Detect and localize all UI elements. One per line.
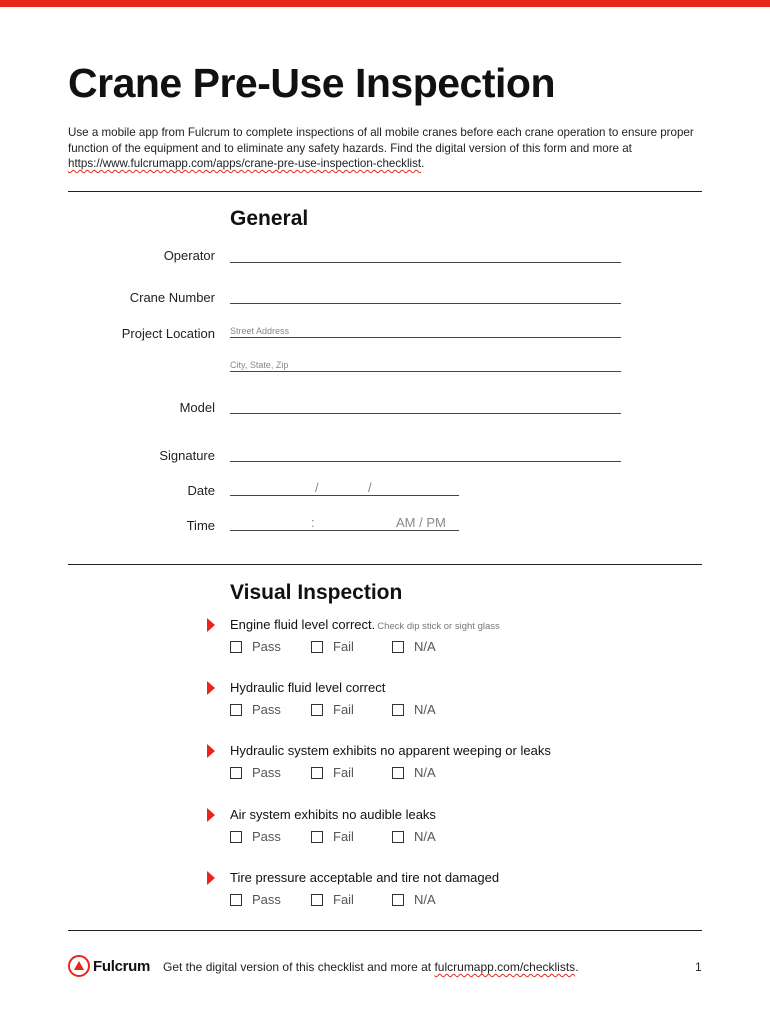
fail-option[interactable]: [311, 702, 354, 717]
question-label: Hydraulic fluid level correct: [230, 680, 386, 695]
fail-label: Fail: [333, 702, 354, 717]
na-checkbox[interactable]: [392, 894, 404, 906]
crane-number-label: Crane Number: [129, 290, 215, 305]
footer-link[interactable]: fulcrumapp.com/checklists: [434, 960, 576, 974]
fail-label: Fail: [333, 829, 354, 844]
pass-label: Pass: [252, 829, 281, 844]
time-label: Time: [186, 518, 215, 533]
na-checkbox[interactable]: [392, 704, 404, 716]
pass-checkbox[interactable]: [230, 641, 242, 653]
intro-link[interactable]: https://www.fulcrumapp.com/apps/crane-pre-use-inspection-checklist: [68, 157, 422, 170]
pass-checkbox[interactable]: [230, 894, 242, 906]
question-text: [230, 617, 500, 632]
pass-label: Pass: [252, 702, 281, 717]
na-checkbox[interactable]: [392, 641, 404, 653]
general-section-title: General: [230, 207, 309, 230]
footer-message: [163, 960, 579, 974]
question-text: [230, 743, 551, 758]
pass-checkbox[interactable]: [230, 704, 242, 716]
pass-option[interactable]: [230, 765, 281, 780]
footer-divider: [68, 930, 702, 931]
fail-option[interactable]: [311, 765, 354, 780]
na-checkbox[interactable]: [392, 767, 404, 779]
pass-option[interactable]: [230, 892, 281, 907]
question-label: Air system exhibits no audible leaks: [230, 807, 436, 822]
question-text: [230, 680, 385, 695]
pass-option[interactable]: [230, 829, 281, 844]
model-field[interactable]: [230, 413, 621, 414]
fail-label: Fail: [333, 765, 354, 780]
question-note: Check dip stick or sight glass: [377, 621, 500, 632]
fulcrum-logo[interactable]: [68, 955, 150, 977]
na-label: N/A: [414, 639, 436, 654]
pass-label: Pass: [252, 892, 281, 907]
question-marker-icon: [207, 871, 215, 885]
pass-checkbox[interactable]: [230, 831, 242, 843]
fail-label: Fail: [333, 892, 354, 907]
section-divider: [68, 564, 702, 565]
pass-label: Pass: [252, 765, 281, 780]
question-marker-icon: [207, 681, 215, 695]
fulcrum-logo-text: Fulcrum: [93, 957, 151, 975]
city-state-zip-hint: City, State, Zip: [230, 360, 289, 370]
date-separator: /: [315, 480, 319, 495]
question-label: Tire pressure acceptable and tire not damaged: [230, 870, 500, 885]
na-label: N/A: [414, 702, 436, 717]
fail-checkbox[interactable]: [311, 894, 323, 906]
footer-end: .: [575, 960, 579, 974]
question-label: Hydraulic system exhibits no apparent weeping or leaks: [230, 743, 551, 758]
page-title: Crane Pre-Use Inspection: [68, 60, 555, 106]
pass-checkbox[interactable]: [230, 767, 242, 779]
question-text: [230, 807, 436, 822]
na-checkbox[interactable]: [392, 831, 404, 843]
street-address-field[interactable]: [230, 337, 621, 338]
na-option[interactable]: [392, 892, 436, 907]
fail-option[interactable]: [311, 829, 354, 844]
intro-text: Use a mobile app from Fulcrum to complete inspections of all mobile cranes before each crane operation to ensure proper function of the equipment and to eliminate any safety hazards. Find the digital version of this form and more at: [68, 126, 694, 155]
na-label: N/A: [414, 765, 436, 780]
project-location-label: Project Location: [121, 326, 215, 341]
na-label: N/A: [414, 892, 436, 907]
fail-label: Fail: [333, 639, 354, 654]
signature-label: Signature: [159, 448, 215, 463]
date-field[interactable]: [230, 495, 459, 496]
question-label: Engine fluid level correct.: [230, 617, 376, 632]
fail-checkbox[interactable]: [311, 767, 323, 779]
visual-inspection-section-title: Visual Inspection: [230, 581, 403, 604]
na-option[interactable]: [392, 829, 436, 844]
fulcrum-logo-icon: [68, 955, 90, 977]
na-option[interactable]: [392, 702, 436, 717]
na-option[interactable]: [392, 639, 436, 654]
fail-option[interactable]: [311, 892, 354, 907]
fail-option[interactable]: [311, 639, 354, 654]
time-separator: :: [311, 515, 315, 530]
fail-checkbox[interactable]: [311, 831, 323, 843]
fail-checkbox[interactable]: [311, 704, 323, 716]
street-address-hint: Street Address: [230, 326, 290, 336]
pass-option[interactable]: [230, 639, 281, 654]
pass-option[interactable]: [230, 702, 281, 717]
city-state-zip-field[interactable]: [230, 371, 621, 372]
signature-field[interactable]: [230, 461, 621, 462]
page-number: 1: [695, 960, 702, 974]
pass-label: Pass: [252, 639, 281, 654]
na-option[interactable]: [392, 765, 436, 780]
intro-end: .: [421, 157, 425, 170]
date-separator: /: [368, 480, 372, 495]
footer-text: Get the digital version of this checklist and more at: [163, 960, 435, 974]
time-field[interactable]: [230, 530, 459, 531]
operator-label: Operator: [163, 248, 215, 263]
intro-paragraph: [68, 125, 708, 172]
model-label: Model: [179, 400, 215, 415]
crane-number-field[interactable]: [230, 303, 621, 304]
am-pm-label: AM / PM: [396, 515, 446, 530]
fail-checkbox[interactable]: [311, 641, 323, 653]
date-label: Date: [187, 483, 215, 498]
section-divider: [68, 191, 702, 192]
question-text: [230, 870, 499, 885]
question-marker-icon: [207, 618, 215, 632]
operator-field[interactable]: [230, 262, 621, 263]
top-accent-bar: [0, 0, 770, 7]
na-label: N/A: [414, 829, 436, 844]
question-marker-icon: [207, 744, 215, 758]
question-marker-icon: [207, 808, 215, 822]
